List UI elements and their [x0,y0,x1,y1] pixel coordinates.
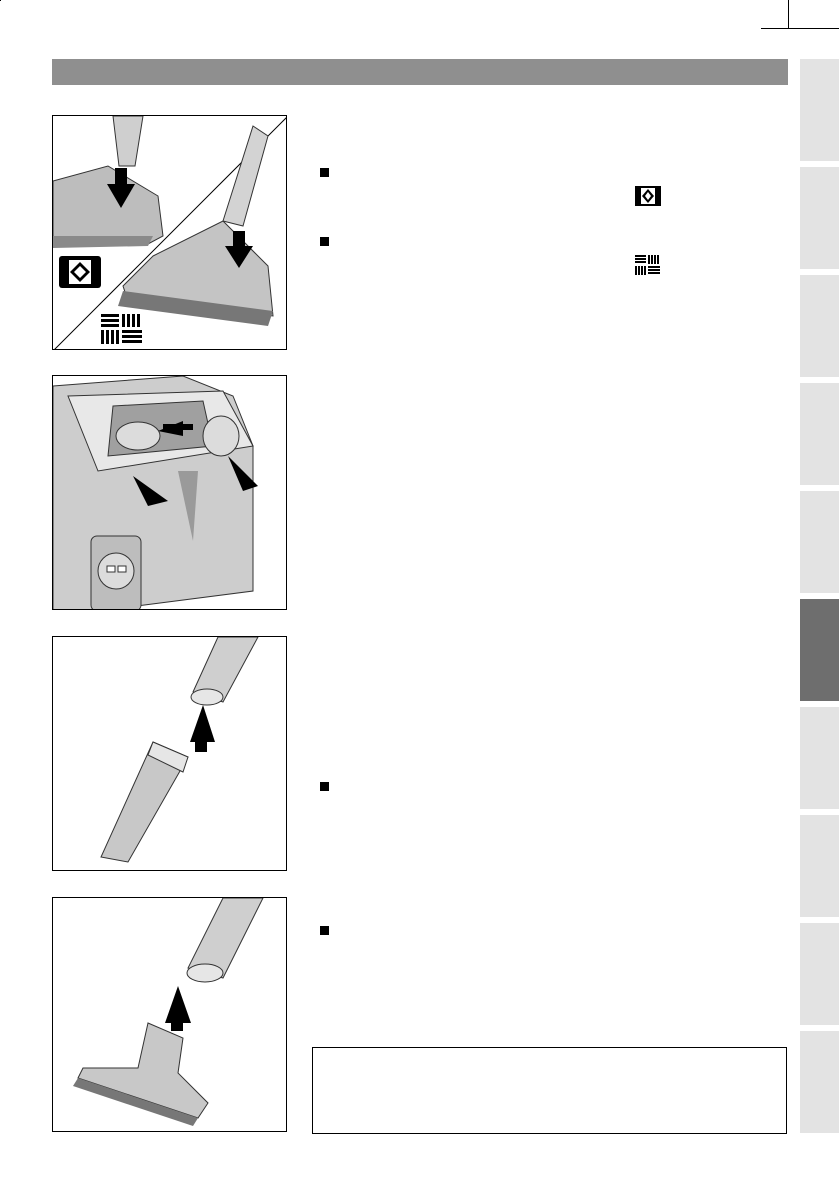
carpet-icon [101,314,143,344]
tab-7[interactable] [800,707,839,809]
bullet-3 [320,782,329,791]
bullet-4 [320,926,329,935]
floor-nozzle-switch-figure [52,115,287,350]
upholstery-nozzle-figure [52,897,287,1132]
tab-2[interactable] [800,167,839,269]
tab-4[interactable] [800,383,839,485]
hard-floor-icon [635,186,661,206]
tab-9[interactable] [800,923,839,1025]
tab-8[interactable] [800,815,839,917]
tab-6-active[interactable] [800,599,839,701]
hard-floor-icon [59,256,101,288]
bullet-1 [320,168,329,177]
carpet-icon [635,255,661,275]
crop-mark-top-right-h [761,28,839,29]
tab-10[interactable] [800,1031,839,1133]
crevice-tool-figure [52,636,287,871]
crop-mark-top-left [0,0,1,1]
accessory-storage-figure [52,375,287,610]
tab-3[interactable] [800,275,839,377]
note-box [312,1047,787,1134]
crop-mark-top-right-v [788,0,789,29]
section-header-bar [52,59,788,85]
tab-1[interactable] [800,59,839,161]
tab-5[interactable] [800,491,839,593]
bullet-2 [320,237,329,246]
